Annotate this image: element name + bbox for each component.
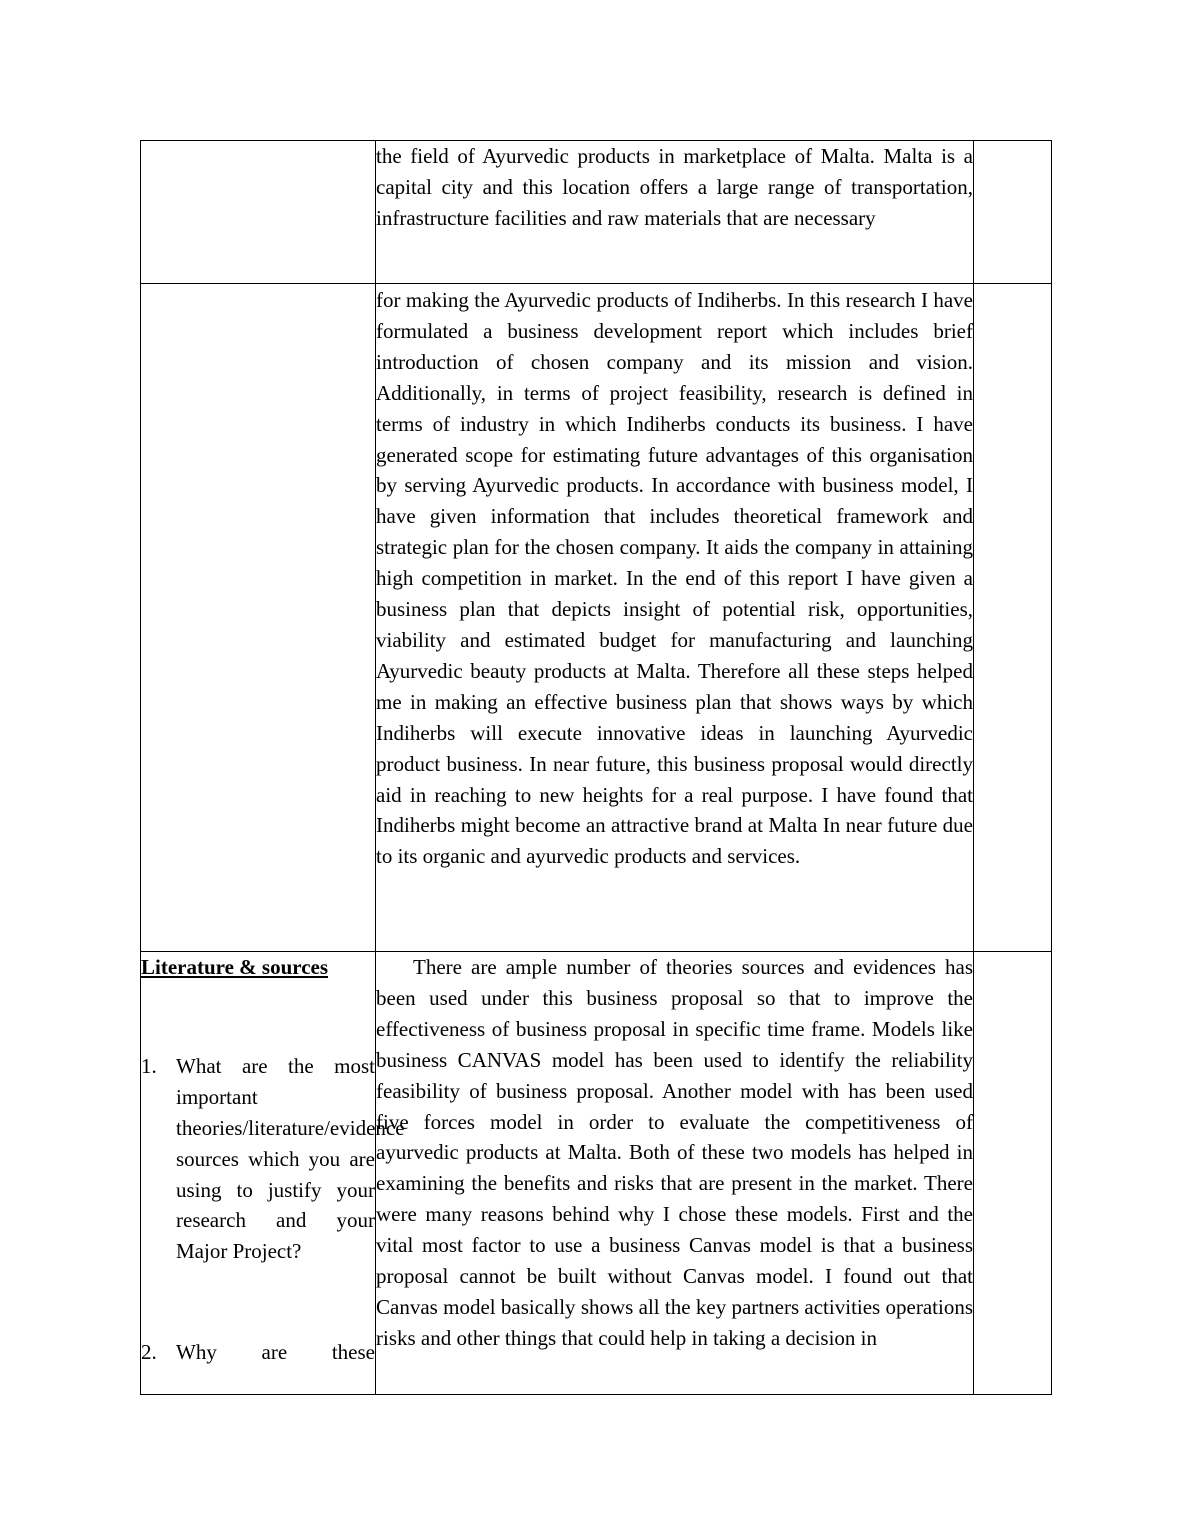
content-cell	[376, 284, 974, 952]
content-cell	[376, 141, 974, 284]
right-cell-empty	[974, 141, 1052, 284]
section-heading: Literature & sources	[141, 955, 329, 979]
question-text: What are the most important theories/literature/evidence sources which you are using to justify your research and your Major Project?	[176, 1053, 405, 1264]
question-list	[141, 1051, 405, 1368]
list-number: 2.	[141, 1340, 157, 1365]
question-text: Why are these	[176, 1340, 375, 1365]
table-row	[141, 952, 1052, 1395]
document-table	[140, 140, 1052, 1395]
left-cell-empty	[141, 284, 376, 952]
list-item	[141, 1337, 375, 1368]
content-cell	[376, 952, 974, 1395]
table-row	[141, 284, 1052, 952]
body-paragraph: for making the Ayurvedic products of Indiherbs. In this research I have formulated a business development report which includes brief introduction of chosen company and its mission and vision. Additionally, in terms of project feasibility, research is defined in terms of industry in which Indiherbs conducts its business. I have generated scope for estimating future advantages of this organisation by serving Ayurvedic products. In accordance with business model, I have given information that includes theoretical framework and strategic plan for the chosen company. It aids the company in attaining high competition in market. In the end of this report I have given a business plan that depicts insight of potential risk, opportunities, viability and estimated budget for manufacturing and launching Ayurvedic beauty products at Malta. Therefore all these steps helped me in making an effective business plan that shows ways by which Indiherbs will execute innovative ideas in launching Ayurvedic product business. In near future, this business proposal would directly aid in reaching to new heights for a real purpose. I have found that Indiherbs might become an attractive brand at Malta In near future due to its organic and ayurvedic products and services.	[376, 288, 973, 869]
left-cell-empty	[141, 141, 376, 284]
body-paragraph: There are ample number of theories sources and evidences has been used under this business proposal so that to improve the effectiveness of business proposal in specific time frame. Models like business CANVAS model has been used to identify the reliability feasibility of business proposal. Another model with has been used five forces model in order to evaluate the competitiveness of ayurvedic products at Malta. Both of these two models has helped in examining the benefits and risks that are present in the market. There were many reasons behind why I chose these models. First and the vital most factor to use a business Canvas model is that a business proposal cannot be built without Canvas model. I found out that Canvas model basically shows all the key partners activities operations risks and other things that could help in taking a decision in	[376, 955, 973, 1350]
list-item	[141, 1051, 405, 1267]
section-label-cell	[141, 952, 405, 1395]
table-row	[141, 141, 1052, 284]
right-cell-empty	[974, 284, 1052, 952]
body-paragraph: the field of Ayurvedic products in marketplace of Malta. Malta is a capital city and this location offers a large range of transportation, infrastructure facilities and raw materials that are necessary	[376, 144, 973, 230]
right-cell-empty	[974, 952, 1052, 1395]
list-number: 1.	[141, 1053, 157, 1078]
